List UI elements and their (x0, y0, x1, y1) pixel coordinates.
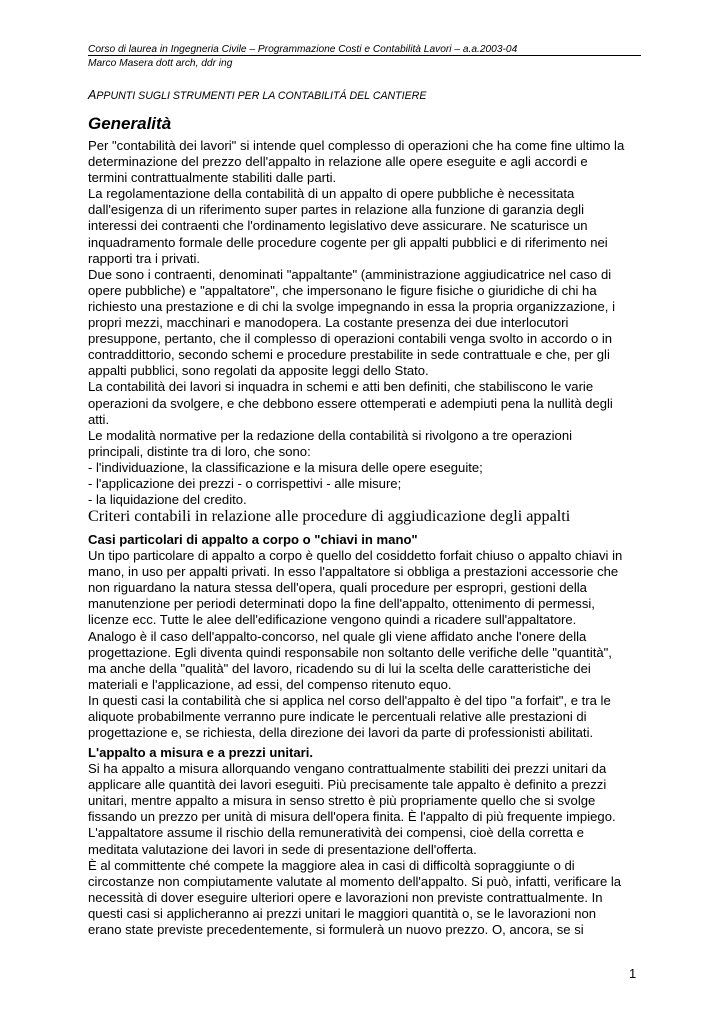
running-header-author: Marco Masera dott arch, ddr ing (88, 58, 233, 69)
text-line: necessità di dover eseguire ulteriori opere e lavorazioni non previste contrattualmente. In (88, 889, 603, 905)
subsection1-title: Casi particolari di appalto a corpo o "chiavi in mano" (88, 532, 418, 547)
text-line: - l'applicazione dei prezzi - o corrispettivi - alle misure; (88, 475, 402, 491)
subsection2-body (88, 761, 648, 938)
subsection1-body (88, 548, 648, 741)
text-line: licenze ecc. Tutte le alee dell'edificazione vengono quindi a ricadere sull'appaltatore. (88, 612, 577, 628)
text-line: meditata valutazione dei lavori in sede di presentazione dell'offerta. (88, 841, 477, 857)
text-line: inquadramento formale delle procedure cogente per gli appalti pubblici e di riferimento nei (88, 234, 608, 250)
text-line: Due sono i contraenti, denominati "appaltante" (amministrazione aggiudicatrice nel caso di (88, 266, 612, 282)
text-line: Analogo è il caso dell'appalto-concorso, nel quale gli viene affidato anche l'onere della (88, 628, 587, 644)
text-line: La regolamentazione della contabilità di un appalto di opere pubbliche è necessitata (88, 186, 575, 202)
text-line: determinazione del prezzo dell'appalto in relazione alle opere eseguite e agli accordi e (88, 154, 588, 170)
text-line: progettazione. Egli diventa quindi responsabile non soltanto delle verifiche delle "quantità", (88, 644, 612, 660)
text-line: In questi casi la contabilità che si applica nel corso dell'appalto è del tipo "a forfait", e tra le (88, 692, 611, 708)
text-line: materiali e l'applicazione, ad essi, del compenso ritenuto equo. (88, 676, 452, 692)
text-line: richiesto una prestazione e di chi la svolge impegnando in essa la propria organizzazione, i (88, 298, 615, 314)
text-line: rapporti tra i privati. (88, 250, 201, 266)
text-line: Un tipo particolare di appalto a corpo è quello del cosiddetto forfait chiuso o appalto chiavi in (88, 548, 623, 564)
subsection2-title: L'appalto a misura e a prezzi unitari. (88, 745, 314, 760)
text-line: contraddittorio, secondo schemi e procedure prestabilite in sede contrattuale e che, per gli (88, 347, 610, 363)
section-title-generalita: Generalità (88, 114, 172, 133)
text-line: progettazione e, se richiesta, della direzione dei lavori da parte di professionisti abilitati. (88, 725, 594, 741)
text-line: È al committente ché compete la maggiore alea in casi di difficoltà sopraggiunte o di (88, 857, 575, 873)
text-line: - l'individuazione, la classificazione e la misura delle opere eseguite; (88, 459, 483, 475)
text-line: interessi dei contraenti che l'ordinamento legislativo deve assicurare. Ne scaturisce un (88, 218, 588, 234)
text-line: operazioni da svolgere, e che debbono essere ottemperati e adempiuti pena la nullità degli (88, 395, 613, 411)
text-line: erano state previste precedentemente, si formulerà un nuovo prezzo. O, ancora, se si (88, 922, 584, 938)
text-line: questi casi si applicheranno ai prezzi unitari le maggiori quantità o, se le lavorazioni non (88, 905, 597, 921)
text-line: aliquote probabilmente verranno pure indicate le percentuali relative alle prestazioni di (88, 709, 587, 725)
text-line: dall'esigenza di un riferimento super partes in relazione alla funzione di garanzia degli (88, 202, 584, 218)
subsection2 (88, 745, 648, 938)
text-line: circostanze non compiutamente valutate al momento dell'appalto. Si può, infatti, verificare la (88, 873, 622, 889)
text-line: opere pubbliche) e "appaltatore", che impersonano le figure fisiche o giuridiche di chi ha (88, 282, 597, 298)
subtitle-text: PPUNTI SUGLI STRUMENTI PER LA CONTABILITÁ DEL CANTIERE (96, 90, 427, 102)
subtitle-initial: A (88, 88, 97, 102)
running-header-course: Corso di laurea in Ingegneria Civile – Programmazione Costi e Contabilità Lavori – a.a.2003-04 (88, 44, 518, 55)
header-rule (88, 55, 641, 56)
text-line: propri mezzi, macchinari e manodopera. La costante presenza dei due interlocutori (88, 315, 569, 331)
text-line: unitari, mentre appalto a misura in senso stretto è più propriamente quello che si svolge (88, 793, 596, 809)
text-line: Per "contabilità dei lavori" si intende quel complesso di operazioni che ha come fine ultimo la (88, 138, 625, 153)
text-line: mano, in uso per appalti privati. In esso l'appaltatore si obbliga a prestazioni accessorie che (88, 564, 619, 580)
text-line: Si ha appalto a misura allorquando vengano contrattualmente stabiliti dei prezzi unitari da (88, 761, 607, 777)
document-subtitle (88, 88, 426, 102)
subsection1 (88, 532, 648, 741)
section-title-criteri: Criteri contabili in relazione alle procedure di aggiudicazione degli appalti (88, 507, 571, 525)
text-line: atti. (88, 411, 110, 427)
text-line: L'appaltatore assume il rischio della remuneratività dei compensi, cioè della corretta e (88, 825, 584, 841)
text-line: non riguardano la natura stessa dell'opera, quali procedure per espropri, gestioni della (88, 580, 587, 596)
text-line: La contabilità dei lavori si inquadra in schemi e atti ben definiti, che stabiliscono le varie (88, 379, 594, 395)
text-line: appalti pubblici, sono regolati da apposite leggi dello Stato. (88, 363, 429, 379)
text-line: ma anche della "qualità" del lavoro, ricadendo su di lui la scelta delle caratteristiche dei (88, 660, 591, 676)
text-line: presuppone, pertanto, che il complesso di operazioni contabili venga svolto in accordo o in (88, 331, 613, 347)
text-line: fissando un prezzo per unità di misura dell'opera finita. È l'appalto di più frequente impiego. (88, 809, 616, 825)
text-line: applicare alle quantità dei lavori eseguiti. Più precisamente tale appalto è definito a prezzi (88, 777, 607, 793)
text-line: termini contrattualmente stabiliti dalle parti. (88, 170, 337, 186)
page-number: 1 (629, 966, 637, 981)
text-line: manutenzione per periodi determinati dopo la fine dell'appalto, ottenimento di permessi, (88, 596, 595, 612)
section1-body (88, 138, 648, 508)
text-line: principali, distinte tra di loro, che sono: (88, 443, 311, 459)
text-line: Le modalità normative per la redazione della contabilità si rivolgono a tre operazioni (88, 427, 573, 443)
text-line: - la liquidazione del credito. (88, 492, 247, 508)
